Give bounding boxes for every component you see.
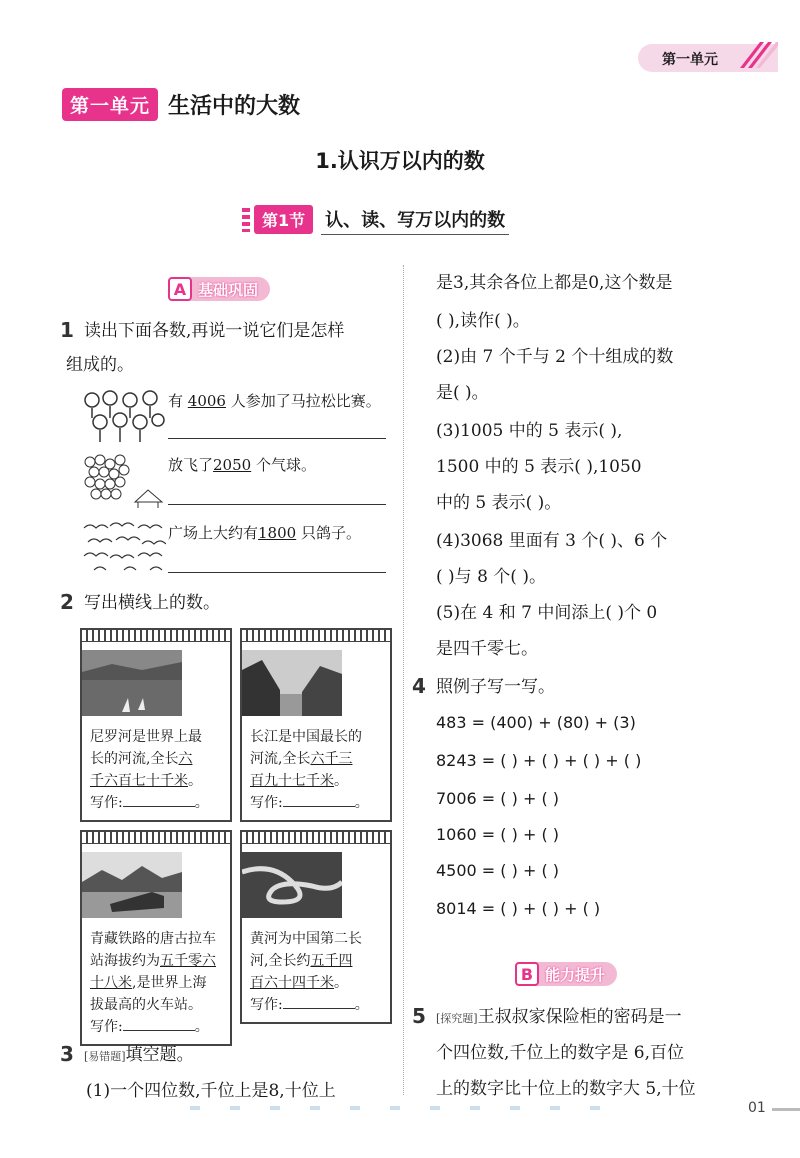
q1-item3: 广场上大约有1800 只鸽子。 (168, 524, 361, 542)
q3-title: [易错题]填空题。 (84, 1045, 194, 1065)
section-a-pill (168, 277, 270, 301)
q5-line2: 个四位数,千位上的数字是 6,百位 (436, 1043, 685, 1063)
card-yellow-river (240, 830, 392, 1024)
unit-badge: 第一单元 (62, 88, 158, 121)
q4-row-2[interactable]: 7006 = ( ) + ( ) (436, 789, 560, 808)
q1-item2: 放飞了2050 个气球。 (168, 456, 316, 474)
q3-line-12: 是四千零七。 (436, 639, 538, 659)
card-nile-write[interactable]: 写作: 。 (90, 795, 209, 811)
card-yellow-river-text: 黄河为中国第二长 河,全长约五千四 百六十四千米。 (250, 931, 362, 991)
q3-number: 3 (60, 1042, 74, 1066)
q4-number: 4 (412, 674, 426, 698)
q3-line-1: (1)一个四位数,千位上是8,十位上 (86, 1081, 336, 1101)
q4-row-1[interactable]: 8243 = ( ) + ( ) + ( ) + ( ) (436, 751, 642, 770)
pigeons-icon (80, 518, 166, 574)
q1-number: 1 (60, 318, 74, 342)
q3-line-2: 是3,其余各位上都是0,这个数是 (436, 273, 673, 293)
card-yangtze (240, 628, 392, 822)
q5-line3: 上的数字比十位上的数字大 5,十位 (436, 1079, 696, 1099)
card-nile-text: 尼罗河是世界上最 长的河流,全长六 千六百七十千米。 (90, 729, 202, 789)
section-a-label: 基础巩固 (198, 280, 259, 299)
q4-row-5[interactable]: 8014 = ( ) + ( ) + ( ) (436, 899, 601, 918)
card-yangtze-write[interactable]: 写作: 。 (250, 795, 369, 811)
unit-title (62, 88, 300, 121)
q4-row-4[interactable]: 4500 = ( ) + ( ) (436, 861, 560, 880)
unit-name: 生活中的大数 (168, 94, 301, 119)
q4-row-example: 483 = (400) + (80) + (3) (436, 713, 636, 732)
card-tanggula-write[interactable]: 写作: 。 (90, 1019, 209, 1035)
q3-line-4: (2)由 7 个千与 2 个十组成的数 (436, 347, 674, 367)
unit-tag-label: 第一单元 (662, 52, 718, 68)
section-a-letter: A (168, 277, 192, 301)
section-b-pill (515, 962, 617, 986)
q3-line-5: 是( )。 (436, 383, 489, 403)
section-badge: 第1节 (254, 205, 313, 234)
section-b-label: 能力提升 (545, 965, 606, 984)
q3-line-9: (4)3068 里面有 3 个( )、6 个 (436, 531, 668, 551)
q2-number: 2 (60, 590, 74, 614)
page-number: 01 (748, 1100, 766, 1116)
q4-title: 照例子写一写。 (436, 677, 555, 697)
balloons-icon (80, 452, 166, 508)
q3-line-6: (3)1005 中的 5 表示( ), (436, 421, 623, 441)
card-yellow-river-write[interactable]: 写作: 。 (250, 997, 369, 1013)
yangtze-photo-icon (242, 650, 342, 716)
page-number-bar (772, 1108, 800, 1111)
lesson-title-text: 1.认识万以内的数 (315, 149, 485, 173)
q1-answer-line-2[interactable] (168, 504, 386, 505)
lesson-title (0, 145, 800, 175)
section-bars-icon (242, 208, 250, 232)
q2-title: 写出横线上的数。 (84, 593, 220, 613)
q1-answer-line-1[interactable] (168, 438, 386, 439)
nile-photo-icon (82, 650, 182, 716)
q1-answer-line-3[interactable] (168, 572, 386, 573)
q1-line2: 组成的。 (66, 355, 134, 375)
q5-line1: [探究题]王叔叔家保险柜的密码是一 (436, 1007, 682, 1027)
card-tanggula (80, 830, 232, 1046)
q3-line-3: ( ),读作( )。 (436, 311, 530, 331)
q4-row-3[interactable]: 1060 = ( ) + ( ) (436, 825, 560, 844)
section-name: 认、读、写万以内的数 (321, 204, 509, 235)
footer-decoration (190, 1106, 610, 1110)
train-photo-icon (82, 852, 182, 918)
card-tanggula-text: 青藏铁路的唐古拉车 站海拔约为五千零六 十八米,是世界上海 拔最高的火车站。 (90, 931, 216, 1013)
section-b-letter: B (515, 962, 539, 986)
section-heading (242, 204, 509, 235)
column-divider (403, 265, 404, 1095)
card-yangtze-text: 长江是中国最长的 河流,全长六千三 百九十七千米。 (250, 729, 362, 789)
q5-number: 5 (412, 1004, 426, 1028)
q3-line-8: 中的 5 表示( )。 (436, 493, 562, 513)
q3-line-10: ( )与 8 个( )。 (436, 567, 546, 587)
yellow-river-photo-icon (242, 852, 342, 918)
marathon-runners-icon (80, 388, 166, 444)
card-nile (80, 628, 232, 822)
q1-line1: 读出下面各数,再说一说它们是怎样 (84, 321, 345, 341)
q3-line-11: (5)在 4 和 7 中间添上( )个 0 (436, 603, 658, 623)
q3-line-7: 1500 中的 5 表示( ),1050 (436, 457, 642, 477)
stripes-decoration-icon (738, 40, 778, 70)
q1-item1: 有 4006 人参加了马拉松比赛。 (168, 392, 381, 410)
